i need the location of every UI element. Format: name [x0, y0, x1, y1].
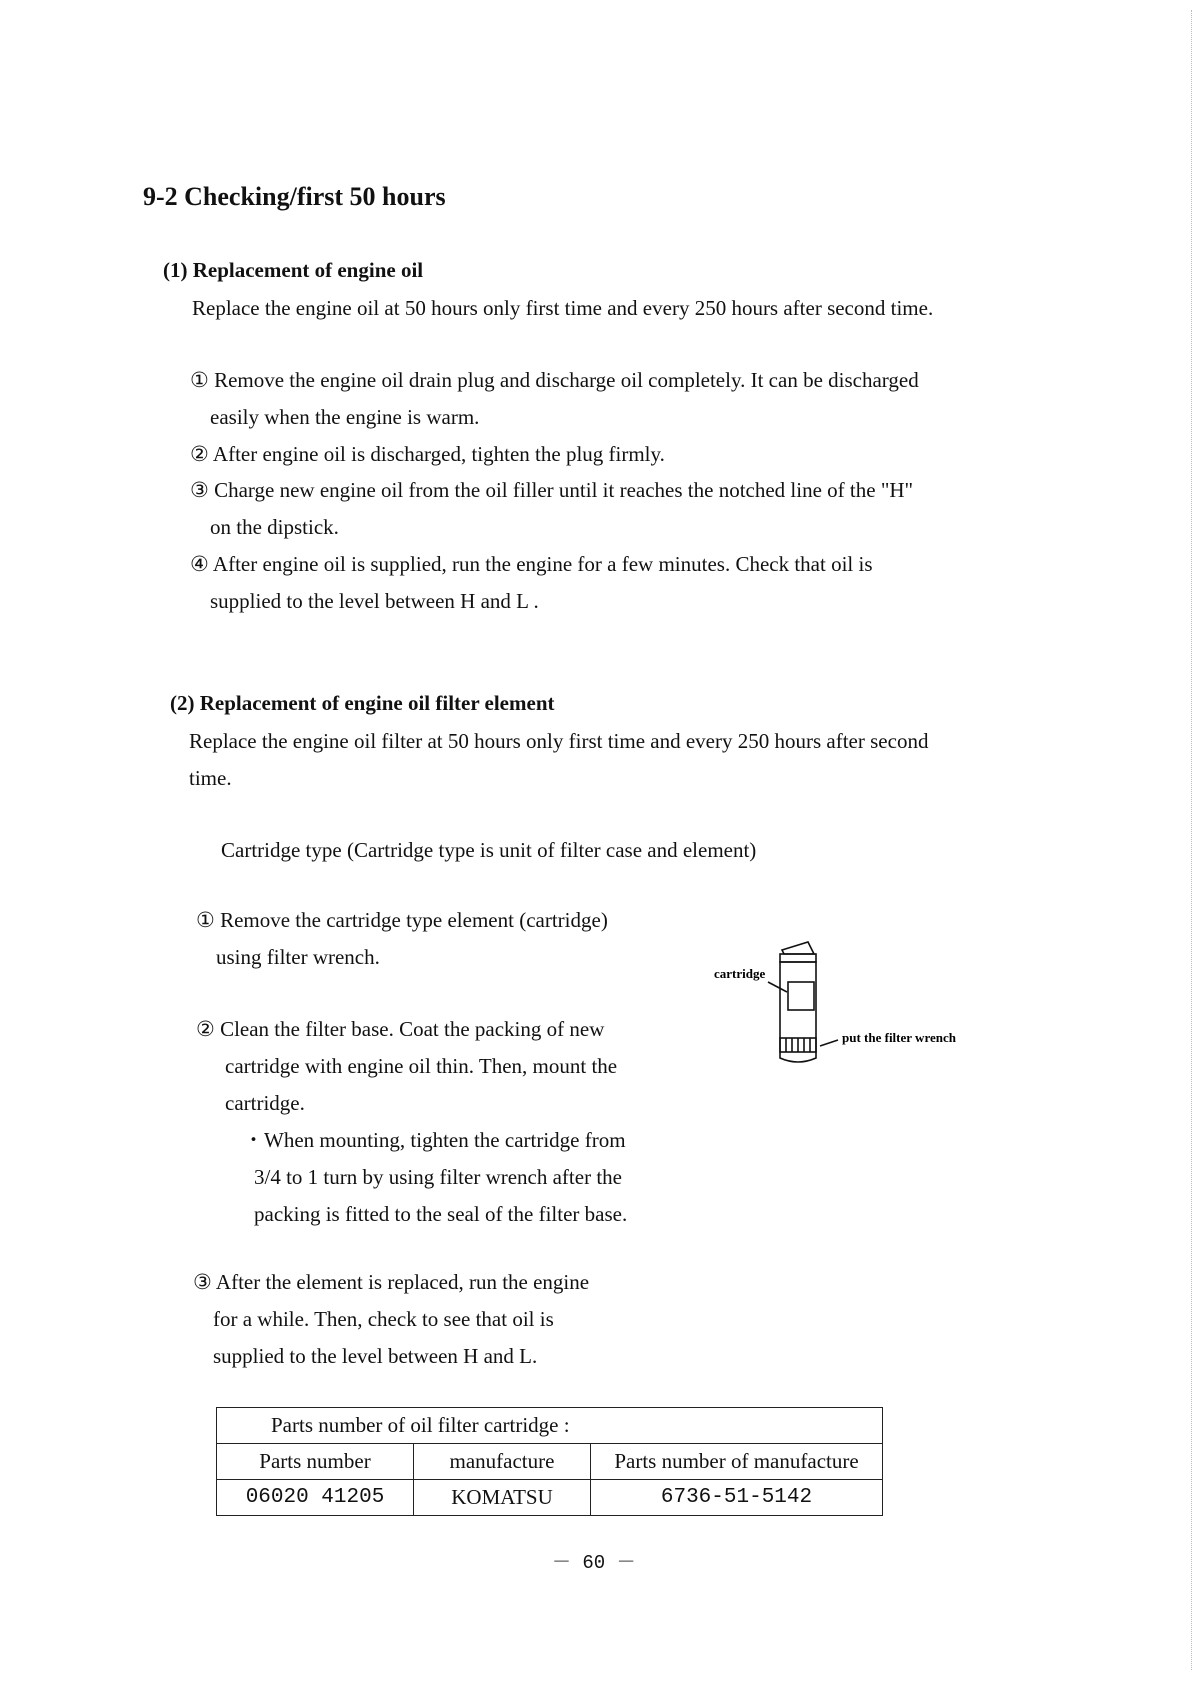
column-header: Parts number	[217, 1444, 414, 1480]
cartridge-top-cap	[782, 942, 814, 954]
step-number: ②	[196, 1017, 215, 1041]
table-header-row	[217, 1444, 883, 1480]
column-header: manufacture	[414, 1444, 591, 1480]
step-text: Remove the engine oil drain plug and discharge oil completely. It can be discharged	[214, 368, 919, 392]
oil-step-1	[190, 362, 919, 436]
table-cell: 06020 41205	[217, 1480, 414, 1516]
table-heading: Parts number of oil filter cartridge :	[217, 1408, 883, 1444]
cartridge-type-note: Cartridge type (Cartridge type is unit of filter case and element)	[221, 838, 757, 862]
filter-heading: (2) Replacement of engine oil filter element	[170, 691, 555, 715]
filter-step-1	[196, 902, 608, 976]
oil-step-4	[190, 546, 873, 620]
note-line: 3/4 to 1 turn by using filter wrench after the	[254, 1165, 622, 1189]
filter-step-3	[193, 1264, 589, 1375]
step-text: Clean the filter base. Coat the packing of new	[220, 1017, 605, 1041]
wrench-leader-line	[820, 1040, 838, 1046]
step-text: Remove the cartridge type element (cartridge)	[220, 908, 608, 932]
table-cell: 6736-51-5142	[591, 1480, 883, 1516]
filter-intro-line: time.	[189, 766, 232, 790]
oil-step-3	[190, 472, 913, 546]
step-text-cont: cartridge.	[225, 1091, 305, 1115]
step-number: ④	[190, 552, 209, 576]
step-text: After the element is replaced, run the engine	[215, 1270, 590, 1294]
step-number: ①	[190, 368, 209, 392]
wrench-band-ribs	[786, 1038, 810, 1052]
scan-edge-line	[1190, 10, 1192, 1670]
step-text-cont: easily when the engine is warm.	[210, 405, 480, 429]
step-text-cont: for a while. Then, check to see that oil is	[213, 1307, 554, 1331]
filter-step-2	[196, 1011, 617, 1122]
oil-step-2	[190, 436, 665, 473]
section-title: 9-2 Checking/first 50 hours	[143, 182, 446, 211]
table-row	[217, 1480, 883, 1516]
filter-intro-line: Replace the engine oil filter at 50 hours only first time and every 250 hours after second	[189, 729, 929, 753]
step-text-cont: cartridge with engine oil thin. Then, mount the	[225, 1054, 618, 1078]
step-text: After engine oil is discharged, tighten the plug firmly.	[212, 442, 665, 466]
oil-intro: Replace the engine oil at 50 hours only first time and every 250 hours after second time.	[192, 296, 934, 320]
cartridge-leader-line	[768, 982, 787, 992]
step-text: Charge new engine oil from the oil filler until it reaches the notched line of the "H"	[214, 478, 914, 502]
note-line: packing is fitted to the seal of the filter base.	[254, 1202, 628, 1226]
note-line: ・When mounting, tighten the cartridge from	[243, 1128, 626, 1152]
step-number: ①	[196, 908, 215, 932]
cartridge-window	[788, 982, 814, 1010]
parts-table	[216, 1407, 883, 1516]
step-text: After engine oil is supplied, run the engine for a few minutes. Check that oil is	[212, 552, 873, 576]
step-number: ②	[190, 442, 209, 466]
mounting-note	[243, 1122, 627, 1233]
cartridge-drawing	[768, 942, 838, 1062]
step-number: ③	[190, 478, 209, 502]
step-text-cont: supplied to the level between H and L .	[210, 589, 539, 613]
oil-filter-diagram	[700, 940, 1000, 1090]
step-text-cont: supplied to the level between H and L.	[213, 1344, 538, 1368]
step-number: ③	[193, 1270, 212, 1294]
step-text-cont: using filter wrench.	[216, 945, 380, 969]
step-text-cont: on the dipstick.	[210, 515, 339, 539]
table-cell: KOMATSU	[414, 1480, 591, 1516]
label-cartridge: cartridge	[714, 966, 766, 981]
label-filter-wrench: put the filter wrench	[842, 1030, 956, 1045]
table-heading-row	[217, 1408, 883, 1444]
column-header: Parts number of manufacture	[591, 1444, 883, 1480]
cartridge-shoulder	[780, 954, 816, 962]
oil-heading: (1) Replacement of engine oil	[163, 258, 424, 282]
page-number: － 60 －	[552, 1552, 636, 1574]
filter-intro	[189, 723, 928, 797]
